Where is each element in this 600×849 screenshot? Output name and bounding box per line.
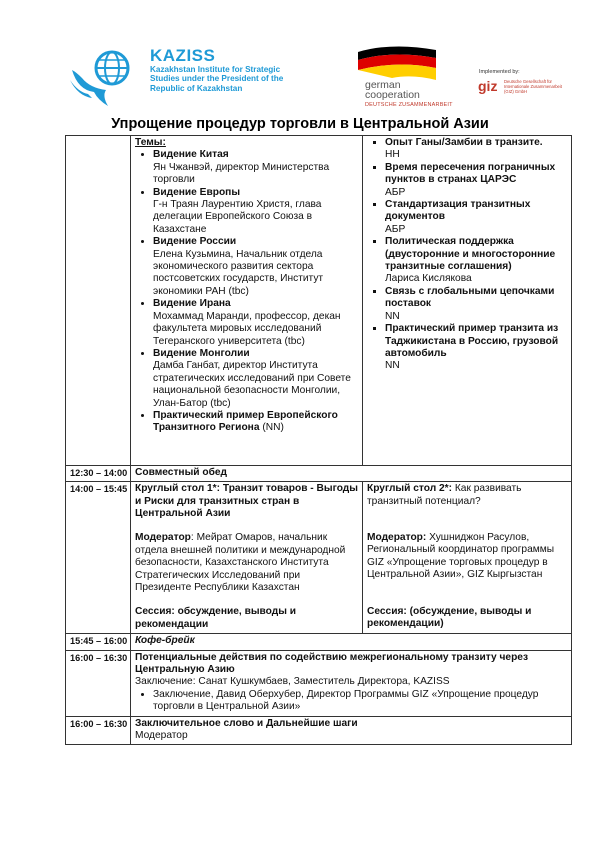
list-item: [385, 236, 567, 286]
closing-title: Заключительное слово и Дальнейшие шаги: [135, 717, 358, 729]
gc-line-1: german: [365, 79, 401, 91]
roundtable-1-session: Сессия: обсуждение, выводы и рекомендации: [135, 606, 297, 630]
moderator-label: Модератор: [135, 532, 191, 544]
item-desc: Дамба Ганбат, директор Института стратегических исследований при Совете национальной безопасности Монголии, Улан-Батор (tbc): [153, 360, 351, 409]
coffee-text: Кофе-брейк: [131, 634, 572, 650]
list-item: [153, 236, 358, 298]
roundtable-2-cell: [363, 482, 572, 634]
moderator-text: Хушниджон Расулов, Региональный координатор программы GIZ «Упрощение торговых процедур в Центральной Азии», GIZ Кыргызстан: [367, 531, 555, 581]
item-title: ▪ Связь с глобальными цепочками поставок: [385, 285, 555, 310]
list-item: • Заключение, Давид Оберхубер, Директор Программы GIZ «Упрощение процедур торговли в Центральной Азии»: [153, 689, 567, 714]
kaziss-name: KAZISS: [150, 46, 216, 65]
roundtable-2-moderator: [367, 532, 567, 582]
list-item: [385, 199, 567, 236]
item-desc: НН: [385, 149, 400, 161]
item-desc: Ян Чжанвэй, директор Министерства торговли: [153, 161, 330, 186]
moderator-label: Модератор:: [367, 531, 427, 543]
item-title: • Видение России: [153, 236, 237, 248]
lunch-time: 12:30 – 14:00: [66, 465, 131, 481]
kaziss-eagle-globe-logo: [68, 40, 148, 110]
roundtable-2-title: [367, 483, 567, 508]
header: [0, 0, 600, 118]
actions-title: Потенциальные действия по содействию межрегиональному транзиту через Центральную Азию: [135, 651, 529, 676]
item-title: • Видение Монголии: [153, 347, 250, 359]
item-desc: АБР: [385, 223, 406, 235]
topics-right-list: [367, 137, 567, 373]
item-title: Практический пример Европейского Транзитного Региона: [153, 409, 338, 434]
title-label: Круглый стол 2*:: [367, 483, 453, 495]
topics-left-cell: [131, 136, 363, 466]
closing-time: 16:00 – 16:30: [66, 716, 131, 745]
item-title: ▪ Опыт Ганы/Замбии в транзите.: [385, 137, 543, 148]
item-title: • Видение Ирана: [153, 298, 231, 310]
agenda-table: [65, 135, 572, 745]
giz-full-name: Deutsche Gesellschaft für Internationale Zusammenarbeit (GIZ) GmbH: [504, 79, 562, 94]
roundtables-row: [66, 482, 572, 634]
giz-logo: giz: [478, 78, 498, 94]
item-desc: Елена Кузьмина, Начальник отдела экономического развития сектора постсоветских государств, Институт экономики РАН (tbc): [153, 248, 324, 297]
topics-time-cell: [66, 136, 131, 466]
closing-cell: [131, 716, 572, 745]
topics-row: [66, 136, 572, 466]
german-cooperation-text: [365, 80, 420, 100]
item-desc: (NN): [262, 422, 284, 434]
topics-heading: Темы:: [135, 137, 166, 148]
title-rest: Как развивать транзитный потенциал?: [367, 483, 522, 507]
list-item: [385, 162, 567, 199]
list-item: [385, 137, 567, 162]
implemented-by-label: Implemented by:: [479, 69, 520, 75]
actions-line: Заключение: Санат Кушкумбаев, Заместитель Директора, KAZISS: [135, 676, 450, 688]
lunch-text: Совместный обед: [131, 465, 572, 481]
roundtable-2-session: Сессия: (обсуждение, выводы и рекомендации): [367, 605, 532, 629]
kaziss-full-name: Kazakhstan Institute for Strategic Studies under the President of the Republic of Kazakhstan: [150, 65, 284, 93]
item-desc: Лариса Кислякова: [385, 273, 472, 285]
item-title: ▪ Стандартизация транзитных документов: [385, 199, 531, 223]
topics-left-list: [135, 149, 358, 434]
list-item: [153, 298, 358, 348]
page-title: Упрощение процедур торговли в Центральной Азии: [111, 116, 489, 132]
coffee-row: [66, 634, 572, 650]
item-desc: Мохаммад Маранди, профессор, декан факультета мировых исследований Тегеранского университета (tbc): [153, 310, 341, 347]
list-item: [153, 187, 358, 237]
item-desc: NN: [385, 360, 400, 372]
item-desc: NN: [385, 310, 400, 322]
list-item: [153, 410, 358, 435]
actions-list: [135, 689, 567, 714]
topics-right-cell: [363, 136, 572, 466]
list-item: [153, 149, 358, 186]
item-title: ▪ Время пересечения пограничных пунктов в странах ЦАРЭС: [385, 161, 556, 186]
actions-cell: [131, 650, 572, 716]
item-title: • Видение Европы: [153, 186, 241, 198]
list-item: [385, 323, 567, 373]
item-title: ▪ Политическая поддержка (двусторонние и многосторонние транзитные соглашения): [385, 236, 556, 273]
coffee-time: 15:45 – 16:00: [66, 634, 131, 650]
closing-text: Модератор: [135, 730, 188, 742]
list-item: [153, 348, 358, 410]
closing-row: [66, 716, 572, 745]
item-desc: АБР: [385, 186, 406, 198]
roundtable-1-moderator: [135, 532, 358, 594]
list-item: [385, 286, 567, 323]
roundtable-1-title: Круглый стол 1*: Транзит товаров - Выгоды и Риски для транзитных стран в Центральной Азии: [135, 483, 358, 519]
gc-subtitle: DEUTSCHE ZUSAMMENARBEIT: [365, 102, 453, 108]
gc-line-2: cooperation: [365, 89, 420, 101]
item-title: • Видение Китая: [153, 149, 229, 161]
lunch-row: [66, 465, 572, 481]
actions-row: [66, 650, 572, 716]
actions-time: 16:00 – 16:30: [66, 650, 131, 716]
item-desc: Г-н Траян Лаурентию Христя, глава делегации Европейского Союза в Казахстане: [153, 199, 322, 235]
roundtables-time: 14:00 – 15:45: [66, 482, 131, 634]
roundtable-1-cell: [131, 482, 363, 634]
item-title: ▪ Практический пример транзита из Таджикистана в Россию, грузовой автомобиль: [385, 323, 559, 359]
moderator-text: : Мейрат Омаров, начальник отдела внешней политики и международной безопасности, Казахстанского Института Стратегических Исследований при Президенте Республики Казахстан: [135, 532, 346, 593]
